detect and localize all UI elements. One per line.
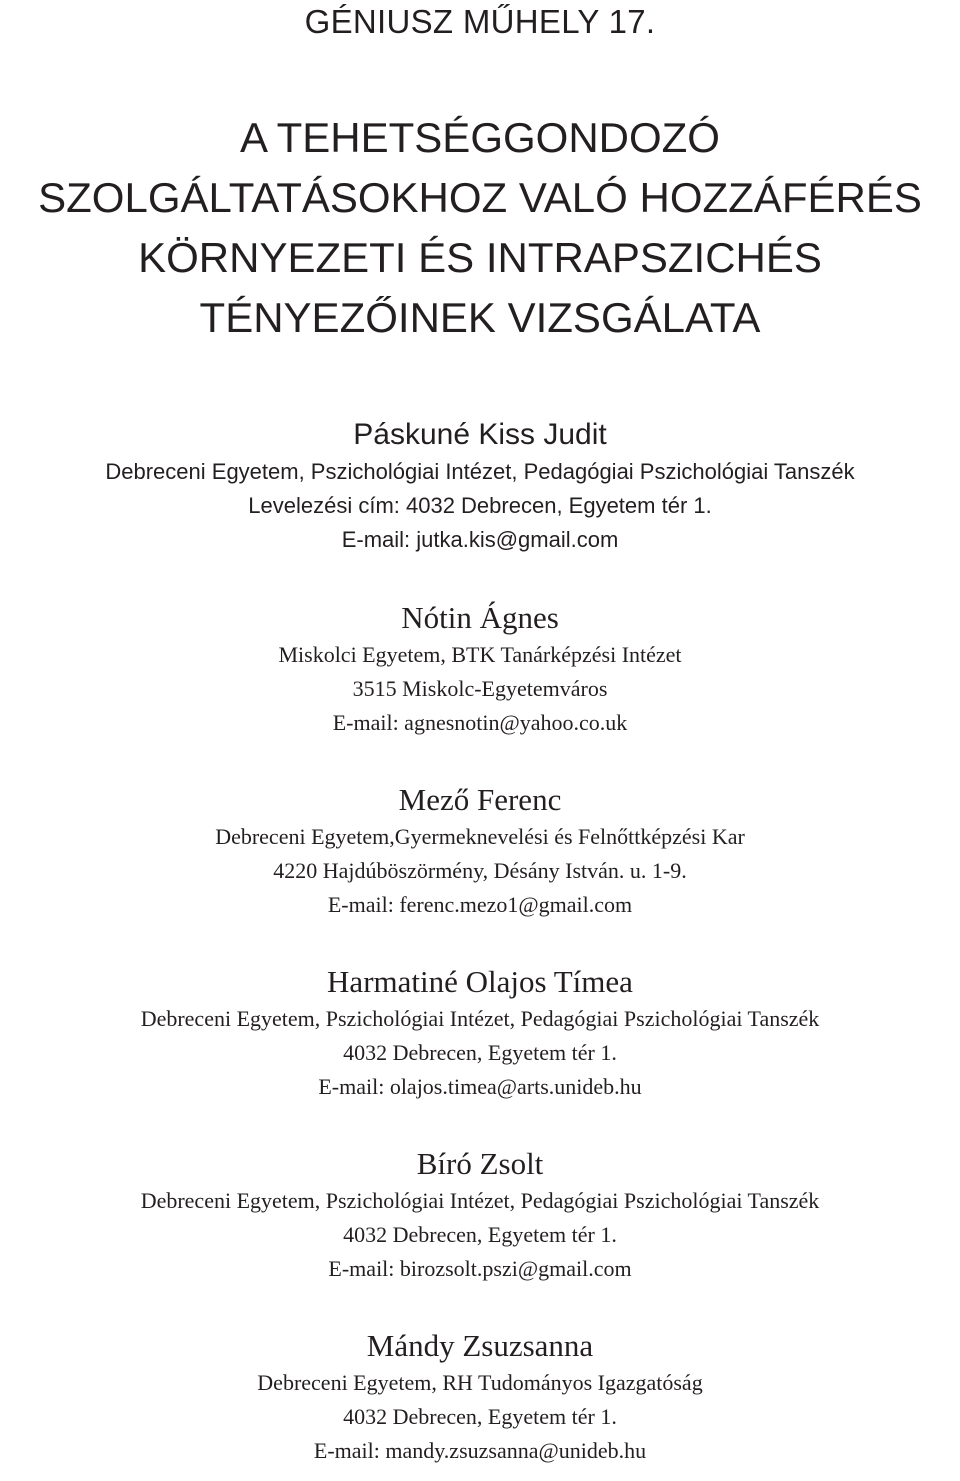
author-email: E-mail: olajos.timea@arts.unideb.hu xyxy=(318,1074,642,1099)
author-address: 4032 Debrecen, Egyetem tér 1. xyxy=(343,1040,617,1065)
author-name: Nótin Ágnes xyxy=(401,600,559,635)
author-name: Harmatiné Olajos Tímea xyxy=(327,964,633,999)
title-line: KÖRNYEZETI ÉS INTRAPSZICHÉS xyxy=(138,234,822,281)
author-block xyxy=(0,962,960,1104)
author-email: E-mail: birozsolt.pszi@gmail.com xyxy=(328,1256,632,1281)
series-header: GÉNIUSZ MŰHELY 17. xyxy=(304,3,656,40)
author-name: Mező Ferenc xyxy=(398,782,562,817)
author-block xyxy=(0,415,960,557)
title-line: SZOLGÁLTATÁSOKHOZ VALÓ HOZZÁFÉRÉS xyxy=(38,174,922,221)
author-name: Mándy Zsuzsanna xyxy=(366,1328,594,1363)
author-affiliation: Miskolci Egyetem, BTK Tanárképzési Intézet xyxy=(278,642,682,667)
author-affiliation: Debreceni Egyetem, RH Tudományos Igazgatóság xyxy=(257,1370,703,1395)
author-affiliation: Debreceni Egyetem, Pszichológiai Intézet, Pedagógiai Pszichológiai Tanszék xyxy=(105,459,855,484)
author-block xyxy=(0,780,960,922)
author-name: Bíró Zsolt xyxy=(416,1146,544,1181)
author-block xyxy=(0,598,960,740)
author-email: E-mail: jutka.kis@gmail.com xyxy=(341,527,619,552)
title-line: A TEHETSÉGGONDOZÓ xyxy=(240,114,720,161)
author-block xyxy=(0,1144,960,1286)
author-email: E-mail: ferenc.mezo1@gmail.com xyxy=(327,892,633,917)
author-address: Levelezési cím: 4032 Debrecen, Egyetem tér 1. xyxy=(248,493,712,518)
author-affiliation: Debreceni Egyetem, Pszichológiai Intézet, Pedagógiai Pszichológiai Tanszék xyxy=(140,1188,820,1213)
author-affiliation: Debreceni Egyetem,Gyermeknevelési és Felnőttképzési Kar xyxy=(215,824,745,849)
author-email: E-mail: mandy.zsuzsanna@unideb.hu xyxy=(313,1438,647,1463)
author-affiliation: Debreceni Egyetem, Pszichológiai Intézet, Pedagógiai Pszichológiai Tanszék xyxy=(140,1006,820,1031)
author-address: 4032 Debrecen, Egyetem tér 1. xyxy=(343,1222,617,1247)
book-title xyxy=(0,108,960,348)
author-block xyxy=(0,1326,960,1468)
author-name: Páskuné Kiss Judit xyxy=(353,418,607,451)
author-address: 3515 Miskolc-Egyetemváros xyxy=(352,676,608,701)
title-line: TÉNYEZŐINEK VIZSGÁLATA xyxy=(199,294,761,341)
author-address: 4220 Hajdúböszörmény, Désány István. u. 1-9. xyxy=(273,858,687,883)
author-address: 4032 Debrecen, Egyetem tér 1. xyxy=(343,1404,617,1429)
author-email: E-mail: agnesnotin@yahoo.co.uk xyxy=(332,710,628,735)
